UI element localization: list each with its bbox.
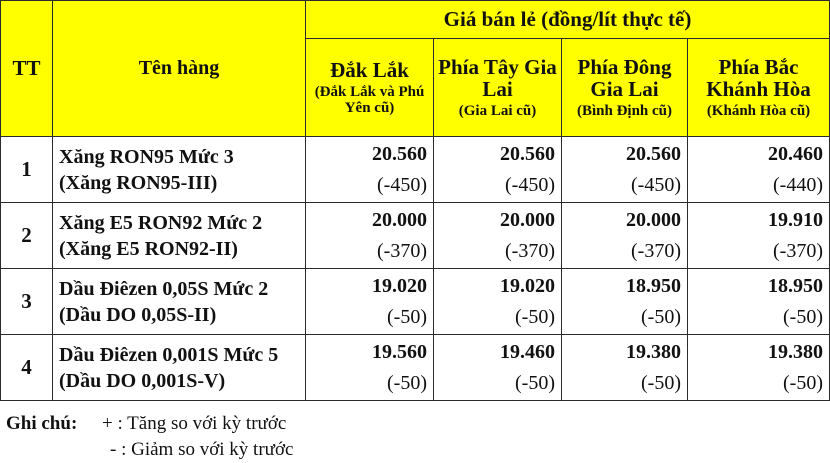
price-value: 19.560 bbox=[372, 340, 427, 363]
product-name bbox=[53, 203, 306, 269]
region-name: Đắk Lắk bbox=[330, 57, 409, 82]
price-cell bbox=[306, 335, 434, 401]
price-cell bbox=[562, 137, 688, 203]
row-index: 2 bbox=[1, 203, 53, 269]
price-change: (-370) bbox=[631, 239, 681, 262]
header-region-north-khanh-hoa bbox=[688, 39, 830, 137]
price-cell bbox=[434, 137, 562, 203]
price-cell bbox=[306, 269, 434, 335]
header-region-east-gia-lai bbox=[562, 39, 688, 137]
notes-line-increase bbox=[6, 411, 293, 437]
product-name-line1: Dầu Điêzen 0,001S Mức 5 bbox=[59, 343, 279, 366]
price-change: (-370) bbox=[773, 239, 823, 262]
price-value: 20.000 bbox=[372, 208, 427, 231]
header-tt: TT bbox=[1, 1, 53, 137]
price-value: 20.560 bbox=[372, 142, 427, 165]
price-value: 20.560 bbox=[626, 142, 681, 165]
row-index: 4 bbox=[1, 335, 53, 401]
price-value: 19.380 bbox=[768, 340, 823, 363]
price-cell bbox=[688, 137, 830, 203]
product-name-line2: (Dầu DO 0,001S-V) bbox=[59, 369, 226, 392]
row-index: 1 bbox=[1, 137, 53, 203]
product-name-line2: (Xăng RON95-III) bbox=[59, 171, 218, 194]
table-row bbox=[1, 335, 830, 401]
price-value: 19.910 bbox=[768, 208, 823, 231]
price-value: 19.020 bbox=[500, 274, 555, 297]
price-value: 20.000 bbox=[626, 208, 681, 231]
region-name: Phía Bắc Khánh Hòa bbox=[706, 54, 811, 102]
price-value: 20.560 bbox=[500, 142, 555, 165]
product-name-line2: (Dầu DO 0,05S-II) bbox=[59, 303, 217, 326]
row-index: 3 bbox=[1, 269, 53, 335]
region-sub: (Đắk Lắk và Phú Yên cũ) bbox=[314, 83, 425, 116]
price-change: (-50) bbox=[515, 305, 555, 328]
price-change: (-50) bbox=[641, 305, 681, 328]
price-change: (-50) bbox=[387, 371, 427, 394]
notes-section bbox=[6, 411, 293, 463]
product-name bbox=[53, 137, 306, 203]
region-name: Phía Tây Gia Lai bbox=[438, 54, 557, 102]
region-sub: (Khánh Hòa cũ) bbox=[706, 103, 811, 120]
product-name-line1: Xăng E5 RON92 Mức 2 bbox=[59, 211, 263, 234]
notes-line-decrease bbox=[6, 437, 293, 463]
header-region-dak-lak bbox=[306, 39, 434, 137]
price-value: 20.000 bbox=[500, 208, 555, 231]
price-change: (-370) bbox=[377, 239, 427, 262]
product-name-line1: Dầu Điêzen 0,05S Mức 2 bbox=[59, 277, 269, 300]
header-retail-price-group: Giá bán lẻ (đồng/lít thực tế) bbox=[306, 1, 830, 39]
price-cell bbox=[434, 269, 562, 335]
region-sub: (Bình Định cũ) bbox=[576, 103, 673, 120]
price-change: (-50) bbox=[387, 305, 427, 328]
table-row bbox=[1, 203, 830, 269]
price-change: (-450) bbox=[505, 173, 555, 196]
price-change: (-50) bbox=[783, 305, 823, 328]
price-value: 19.380 bbox=[626, 340, 681, 363]
price-change: (-440) bbox=[773, 173, 823, 196]
price-cell bbox=[688, 269, 830, 335]
table-row bbox=[1, 269, 830, 335]
notes-label: Ghi chú: bbox=[6, 413, 78, 434]
notes-decrease: - : Giảm so với kỳ trước bbox=[110, 439, 294, 460]
price-change: (-450) bbox=[377, 173, 427, 196]
price-cell bbox=[562, 335, 688, 401]
price-value: 19.020 bbox=[372, 274, 427, 297]
notes-increase: + : Tăng so với kỳ trước bbox=[102, 413, 287, 434]
price-cell bbox=[306, 203, 434, 269]
header-region-west-gia-lai bbox=[434, 39, 562, 137]
table-row bbox=[1, 137, 830, 203]
price-change: (-50) bbox=[783, 371, 823, 394]
price-change: (-50) bbox=[641, 371, 681, 394]
price-value: 20.460 bbox=[768, 142, 823, 165]
price-value: 18.950 bbox=[626, 274, 681, 297]
header-product-name: Tên hàng bbox=[53, 1, 306, 137]
price-cell bbox=[434, 203, 562, 269]
price-value: 18.950 bbox=[768, 274, 823, 297]
region-name: Phía Đông Gia Lai bbox=[577, 54, 672, 102]
product-name bbox=[53, 335, 306, 401]
price-cell bbox=[562, 203, 688, 269]
product-name bbox=[53, 269, 306, 335]
price-cell bbox=[688, 335, 830, 401]
price-value: 19.460 bbox=[500, 340, 555, 363]
region-sub: (Gia Lai cũ) bbox=[458, 103, 537, 120]
price-change: (-50) bbox=[515, 371, 555, 394]
price-cell bbox=[688, 203, 830, 269]
price-cell bbox=[306, 137, 434, 203]
product-name-line1: Xăng RON95 Mức 3 bbox=[59, 145, 234, 168]
price-cell bbox=[434, 335, 562, 401]
price-change: (-370) bbox=[505, 239, 555, 262]
product-name-line2: (Xăng E5 RON92-II) bbox=[59, 237, 238, 260]
price-change: (-450) bbox=[631, 173, 681, 196]
price-cell bbox=[562, 269, 688, 335]
